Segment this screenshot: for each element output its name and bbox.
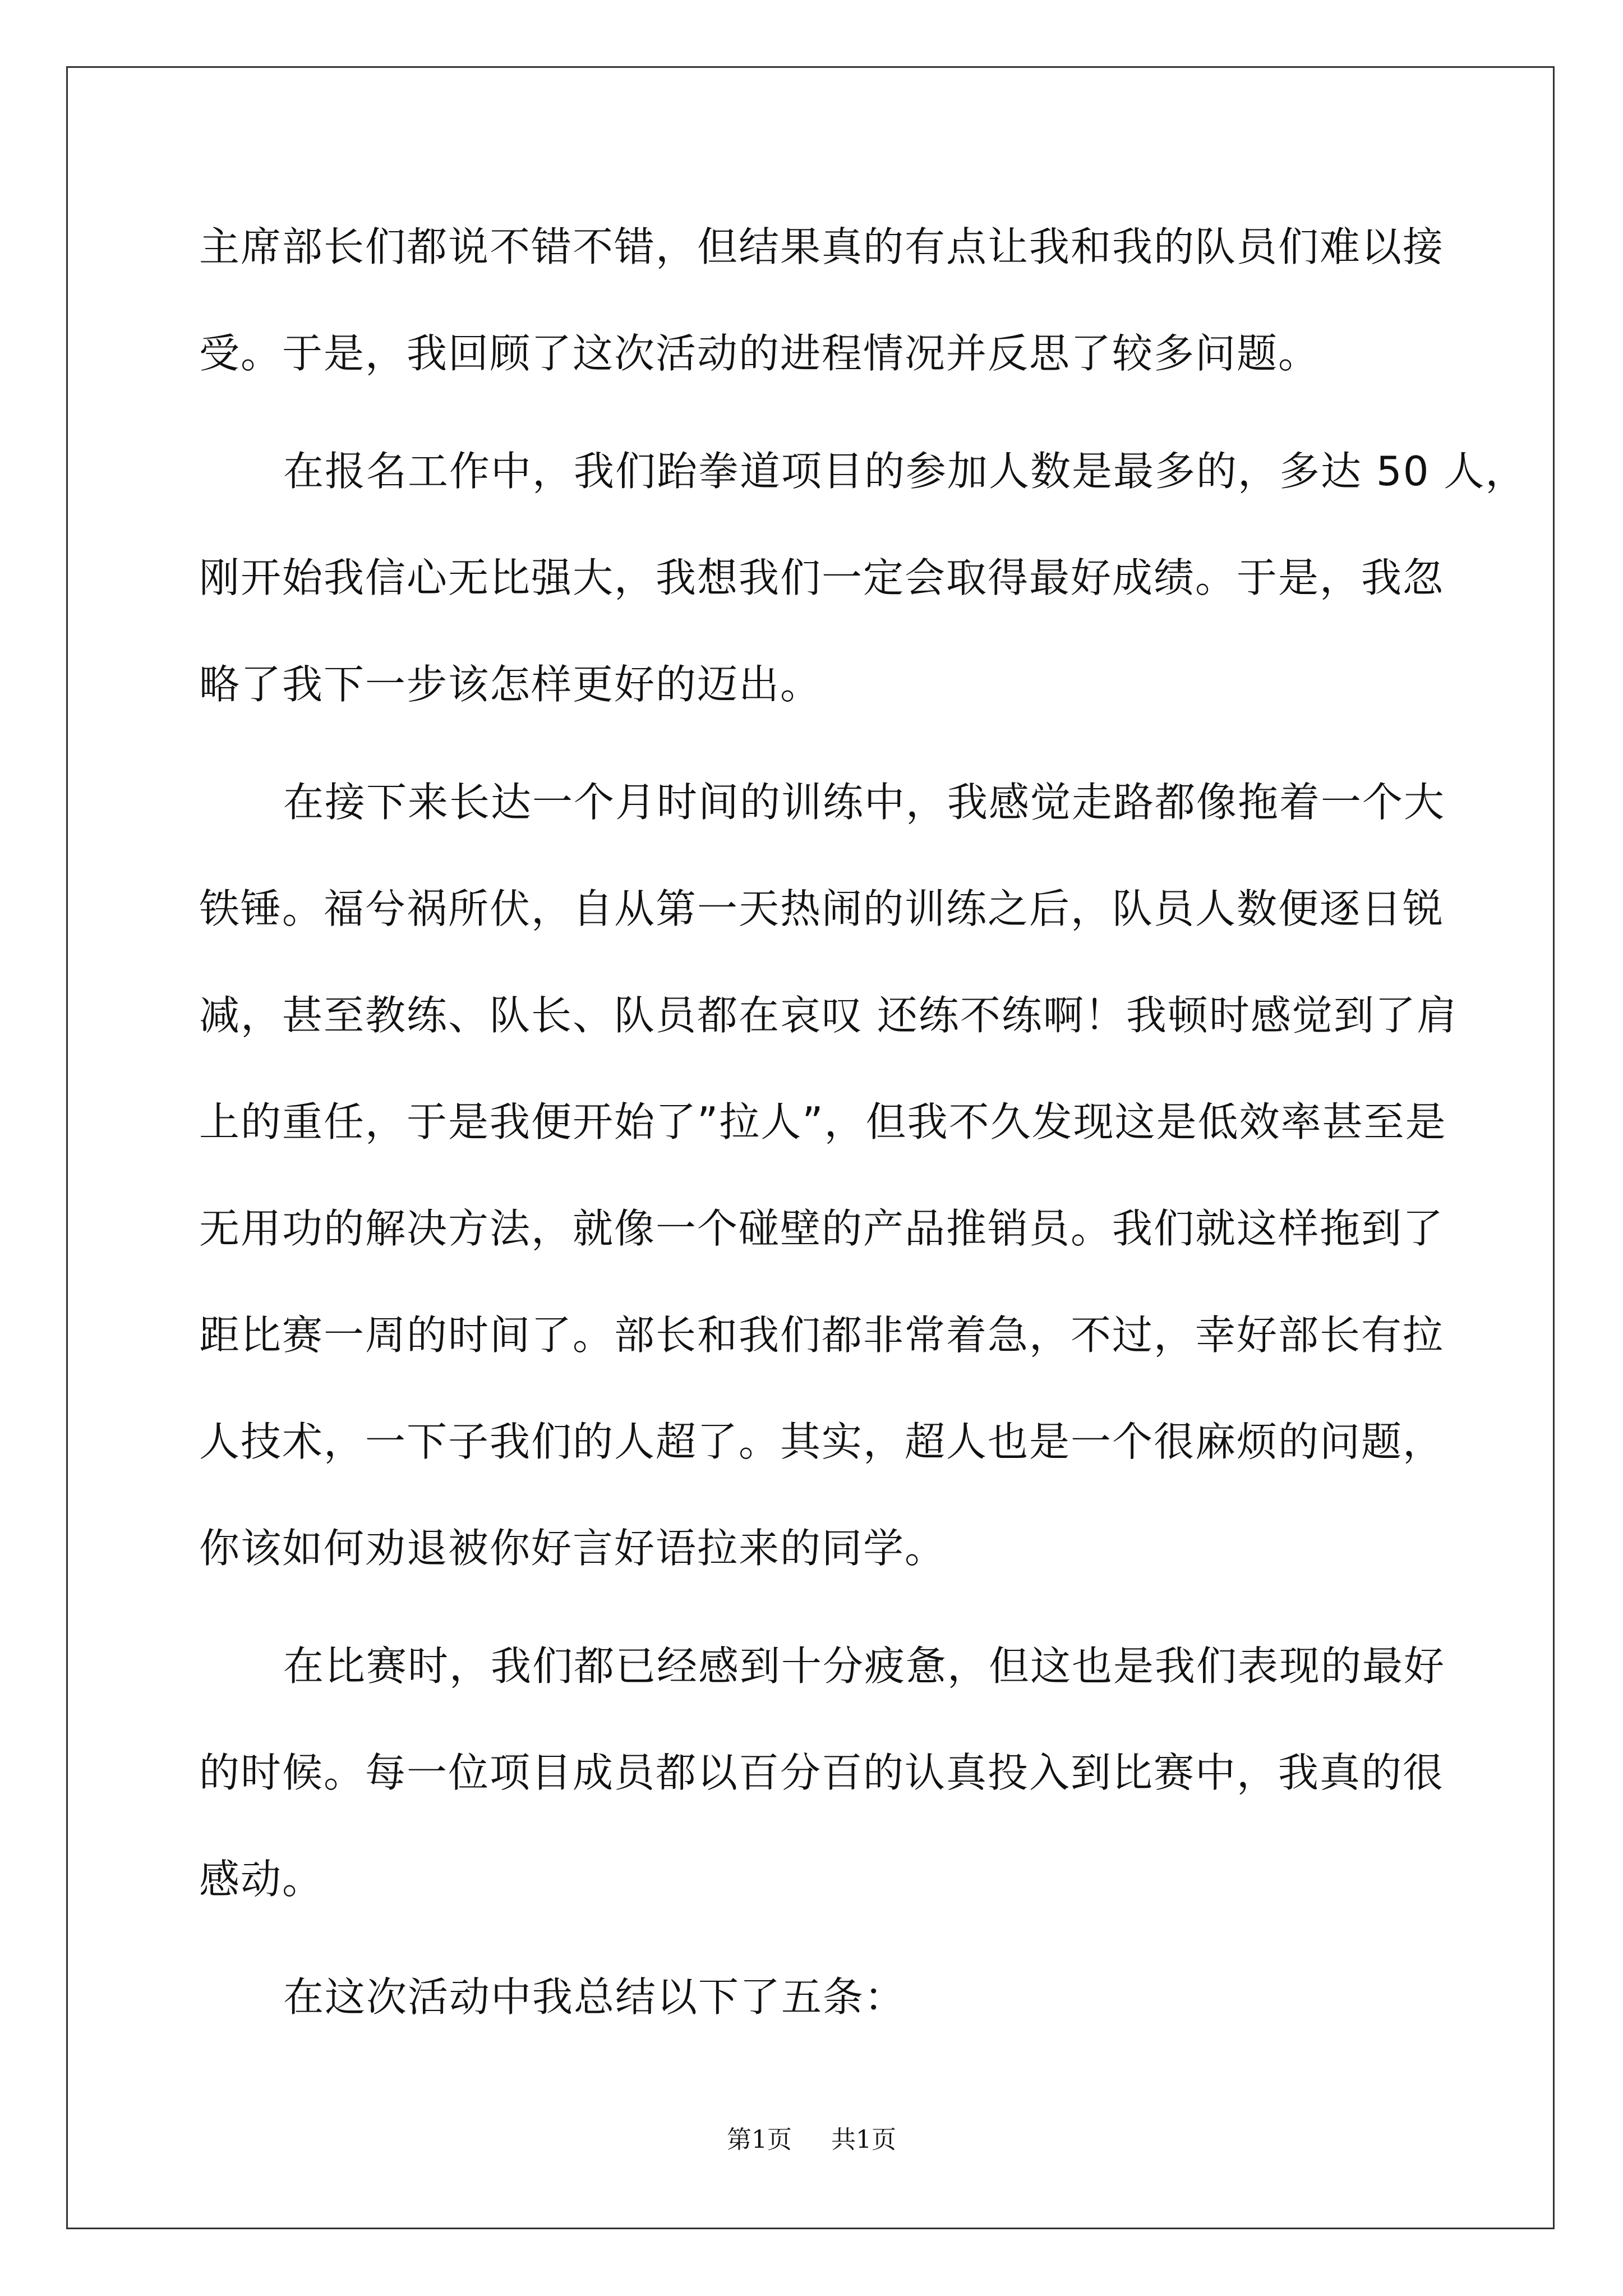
paragraph-line: 人技术，一下子我们的人超了。其实，超人也是一个很麻烦的问题， [199,1418,1445,1465]
paragraph-line: 在报名工作中，我们跆拳道项目的参加人数是最多的，多达 50 人， [283,448,1527,495]
page-footer [0,2123,1623,2157]
paragraph-line: 略了我下一步该怎样更好的迈出。 [199,661,822,708]
paragraph-line: 在接下来长达一个月时间的训练中，我感觉走路都像拖着一个大 [283,779,1446,826]
paragraph-line: 受。于是，我回顾了这次活动的进程情况并反思了较多问题。 [199,330,1320,377]
page-number: 第1页 [727,2125,792,2154]
paragraph-line: 在这次活动中我总结以下了五条： [283,1973,906,2021]
paragraph-line: 感动。 [199,1856,324,1903]
paragraph-line: 铁锤。福兮祸所伏，自从第一天热闹的训练之后，队员人数便逐日锐 [199,885,1445,932]
paragraph-line: 的时候。每一位项目成员都以百分百的认真投入到比赛中，我真的很 [199,1749,1445,1796]
paragraph-line: 在比赛时，我们都已经感到十分疲惫，但这也是我们表现的最好 [283,1642,1446,1690]
paragraph-line: 减，甚至教练、队长、队员都在哀叹 还练不练啊！我顿时感觉到了肩 [199,992,1458,1039]
paragraph-line: 主席部长们都说不错不错，但结果真的有点让我和我的队员们难以接 [199,223,1445,270]
paragraph-line: 刚开始我信心无比强大，我想我们一定会取得最好成绩。于是，我忽 [199,554,1445,601]
paragraph-line: 你该如何劝退被你好言好语拉来的同学。 [199,1525,947,1572]
paragraph-line: 上的重任，于是我便开始了”拉人”，但我不久发现这是低效率甚至是 [199,1098,1447,1145]
paragraph-line: 距比赛一周的时间了。部长和我们都非常着急，不过，幸好部长有拉 [199,1312,1445,1359]
page-total: 共1页 [831,2125,896,2154]
paragraph-line: 无用功的解决方法，就像一个碰壁的产品推销员。我们就这样拖到了 [199,1205,1445,1252]
